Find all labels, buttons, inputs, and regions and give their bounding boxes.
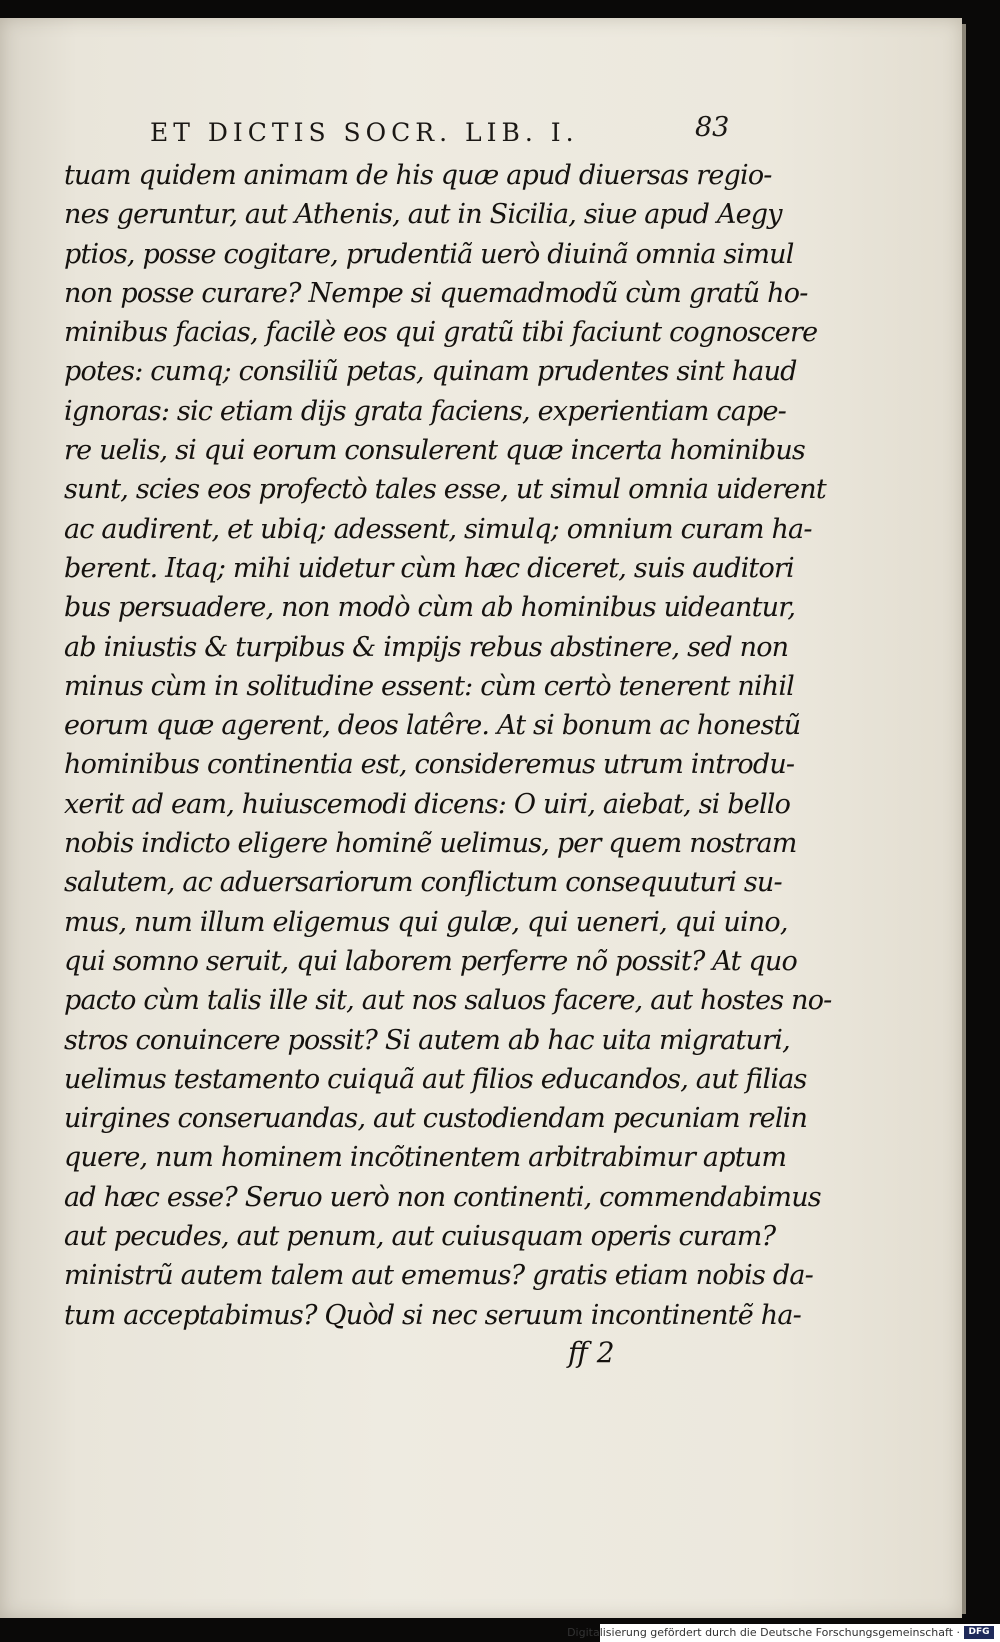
text-line: berent. Itaq; mihi uidetur cùm hæc diceret, suis auditori xyxy=(64,552,794,584)
text-line: eorum quæ agerent, deos latêre. At si bonum ac honestũ xyxy=(64,710,801,742)
text-line: aut pecudes, aut penum, aut cuiusquam operis curam? xyxy=(64,1221,776,1253)
text-line: ad hæc esse? Seruo uerò non continenti, commendabimus xyxy=(64,1181,821,1213)
text-line: re uelis, si qui eorum consulerent quæ incerta hominibus xyxy=(64,435,805,467)
text-line: nobis indicto eligere hominẽ uelimus, per quem nostram xyxy=(64,828,797,860)
footer-credit: Digitalisierung gefördert durch die Deutsche Forschungsgemeinschaft · xyxy=(567,1626,960,1639)
signature-mark: ff 2 xyxy=(568,1336,615,1369)
text-line: minus cùm in solitudine essent: cùm certò tenerent nihil xyxy=(64,670,795,702)
text-line: hominibus continentia est, consideremus utrum introdu- xyxy=(64,749,795,781)
text-line: quere, num hominem incõtinentem arbitrabimur aptum xyxy=(64,1142,787,1174)
text-line: ac audirent, et ubiq; adessent, simulq; omnium curam ha- xyxy=(64,513,812,545)
text-line: stros conuincere possit? Si autem ab hac uita migraturi, xyxy=(64,1024,790,1056)
page-edge xyxy=(962,24,966,1614)
text-line: nes geruntur, aut Athenis, aut in Sicilia, siue apud Aegy xyxy=(64,199,782,231)
text-line: potes: cumq; consiliũ petas, quinam prudentes sint haud xyxy=(64,356,797,388)
text-line: ab iniustis & turpibus & impijs rebus abstinere, sed non xyxy=(64,631,789,663)
text-line: sunt, scies eos profectò tales esse, ut simul omnia uiderent xyxy=(64,474,826,506)
footer-bar xyxy=(567,1624,1000,1642)
text-line: ptios, posse cogitare, prudentiã uerò diuinã omnia simul xyxy=(64,238,794,270)
text-line: qui somno seruit, qui laborem perferre nõ possit? At quo xyxy=(64,945,797,977)
text-line: tuam quidem animam de his quæ apud diuersas regio- xyxy=(64,160,772,191)
running-title: ET DICTIS SOCR. LIB. I. xyxy=(150,118,579,147)
text-line: minibus facias, facilè eos qui gratũ tibi faciunt cognoscere xyxy=(64,317,818,349)
text-line: pacto cùm talis ille sit, aut nos saluos facere, aut hostes no- xyxy=(64,985,832,1017)
running-head xyxy=(150,110,730,150)
text-line: mus, num illum eligemus qui gulæ, qui ueneri, qui uino, xyxy=(64,906,788,938)
page-number: 83 xyxy=(695,112,730,143)
dfg-logo: DFG xyxy=(964,1626,994,1639)
text-line: ignoras: sic etiam dijs grata faciens, experientiam cape- xyxy=(64,395,786,427)
text-block xyxy=(64,156,832,1335)
text-line: uirgines conseruandas, aut custodiendam pecuniam relin xyxy=(64,1103,808,1135)
book-page xyxy=(0,18,962,1618)
text-line: tum acceptabimus? Quòd si nec seruum incontinentẽ ha- xyxy=(64,1299,801,1331)
text-line: xerit ad eam, huiuscemodi dicens: O uiri, aiebat, si bello xyxy=(64,788,791,820)
text-line: non posse curare? Nempe si quemadmodũ cùm gratũ ho- xyxy=(64,277,808,309)
text-line: uelimus testamento cuiquã aut filios educandos, aut filias xyxy=(64,1063,807,1095)
text-line: salutem, ac aduersariorum conflictum consequuturi su- xyxy=(64,867,782,899)
text-line: bus persuadere, non modò cùm ab hominibus uideantur, xyxy=(64,592,796,624)
text-line: ministrũ autem talem aut ememus? gratis etiam nobis da- xyxy=(64,1260,813,1292)
